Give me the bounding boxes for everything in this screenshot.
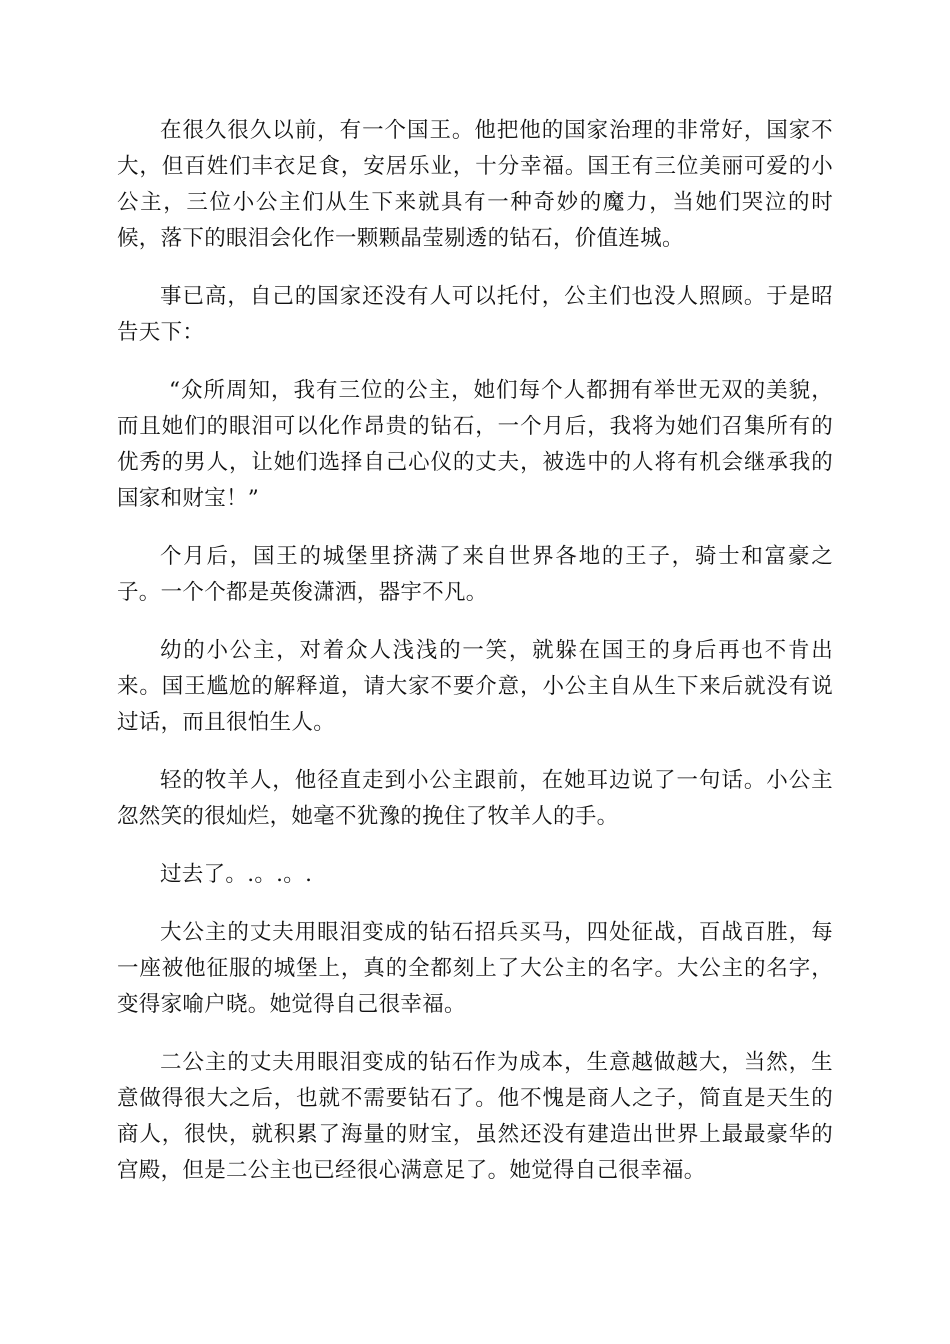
paragraph-1: 在很久很久以前，有一个国王。他把他的国家治理的非常好，国家不大，但百姓们丰衣足食，安居乐业，十分幸福。国王有三位美丽可爱的小公主，三位小公主们从生下来就具有一种奇妙的魔力，当她们哭泣的时候，落下的眼泪会化作一颗颗晶莹剔透的钻石，价值连城。 [117, 118, 833, 251]
paragraph-7: 过去了。.。.。. [160, 862, 313, 887]
paragraph-5: 幼的小公主，对着众人浅浅的一笑，就躲在国王的身后再也不肯出来。国王尴尬的解释道，请大家不要介意，小公主自从生下来后就没有说过话，而且很怕生人。 [117, 638, 833, 735]
paragraph-3-quote: “众所周知，我有三位的公主，她们每个人都拥有举世无双的美貌，而且她们的眼泪可以化作昂贵的钻石，一个月后，我将为她们召集所有的优秀的男人，让她们选择自己心仪的丈夫，被选中的人将有机会继承我的国家和财宝！” [117, 378, 833, 511]
paragraph-9: 二公主的丈夫用眼泪变成的钻石作为成本，生意越做越大，当然，生意做得很大之后，也就不需要钻石了。他不愧是商人之子，简直是天生的商人，很快，就积累了海量的财宝，虽然还没有建造出世界上最最豪华的宫殿，但是二公主也已经很心满意足了。她觉得自己很幸福。 [117, 1050, 833, 1183]
paragraph-2: 事已高，自己的国家还没有人可以托付，公主们也没人照顾。于是昭告天下： [117, 284, 833, 345]
paragraph-6: 轻的牧羊人，他径直走到小公主跟前，在她耳边说了一句话。小公主忽然笑的很灿烂，她毫不犹豫的挽住了牧羊人的手。 [117, 768, 833, 829]
document-body [117, 113, 833, 1211]
paragraph-4: 个月后，国王的城堡里挤满了来自世界各地的王子，骑士和富豪之子。一个个都是英俊潇洒，器宇不凡。 [117, 544, 833, 605]
paragraph-8: 大公主的丈夫用眼泪变成的钻石招兵买马，四处征战，百战百胜，每一座被他征服的城堡上，真的全都刻上了大公主的名字。大公主的名字，变得家喻户晓。她觉得自己很幸福。 [117, 920, 833, 1017]
